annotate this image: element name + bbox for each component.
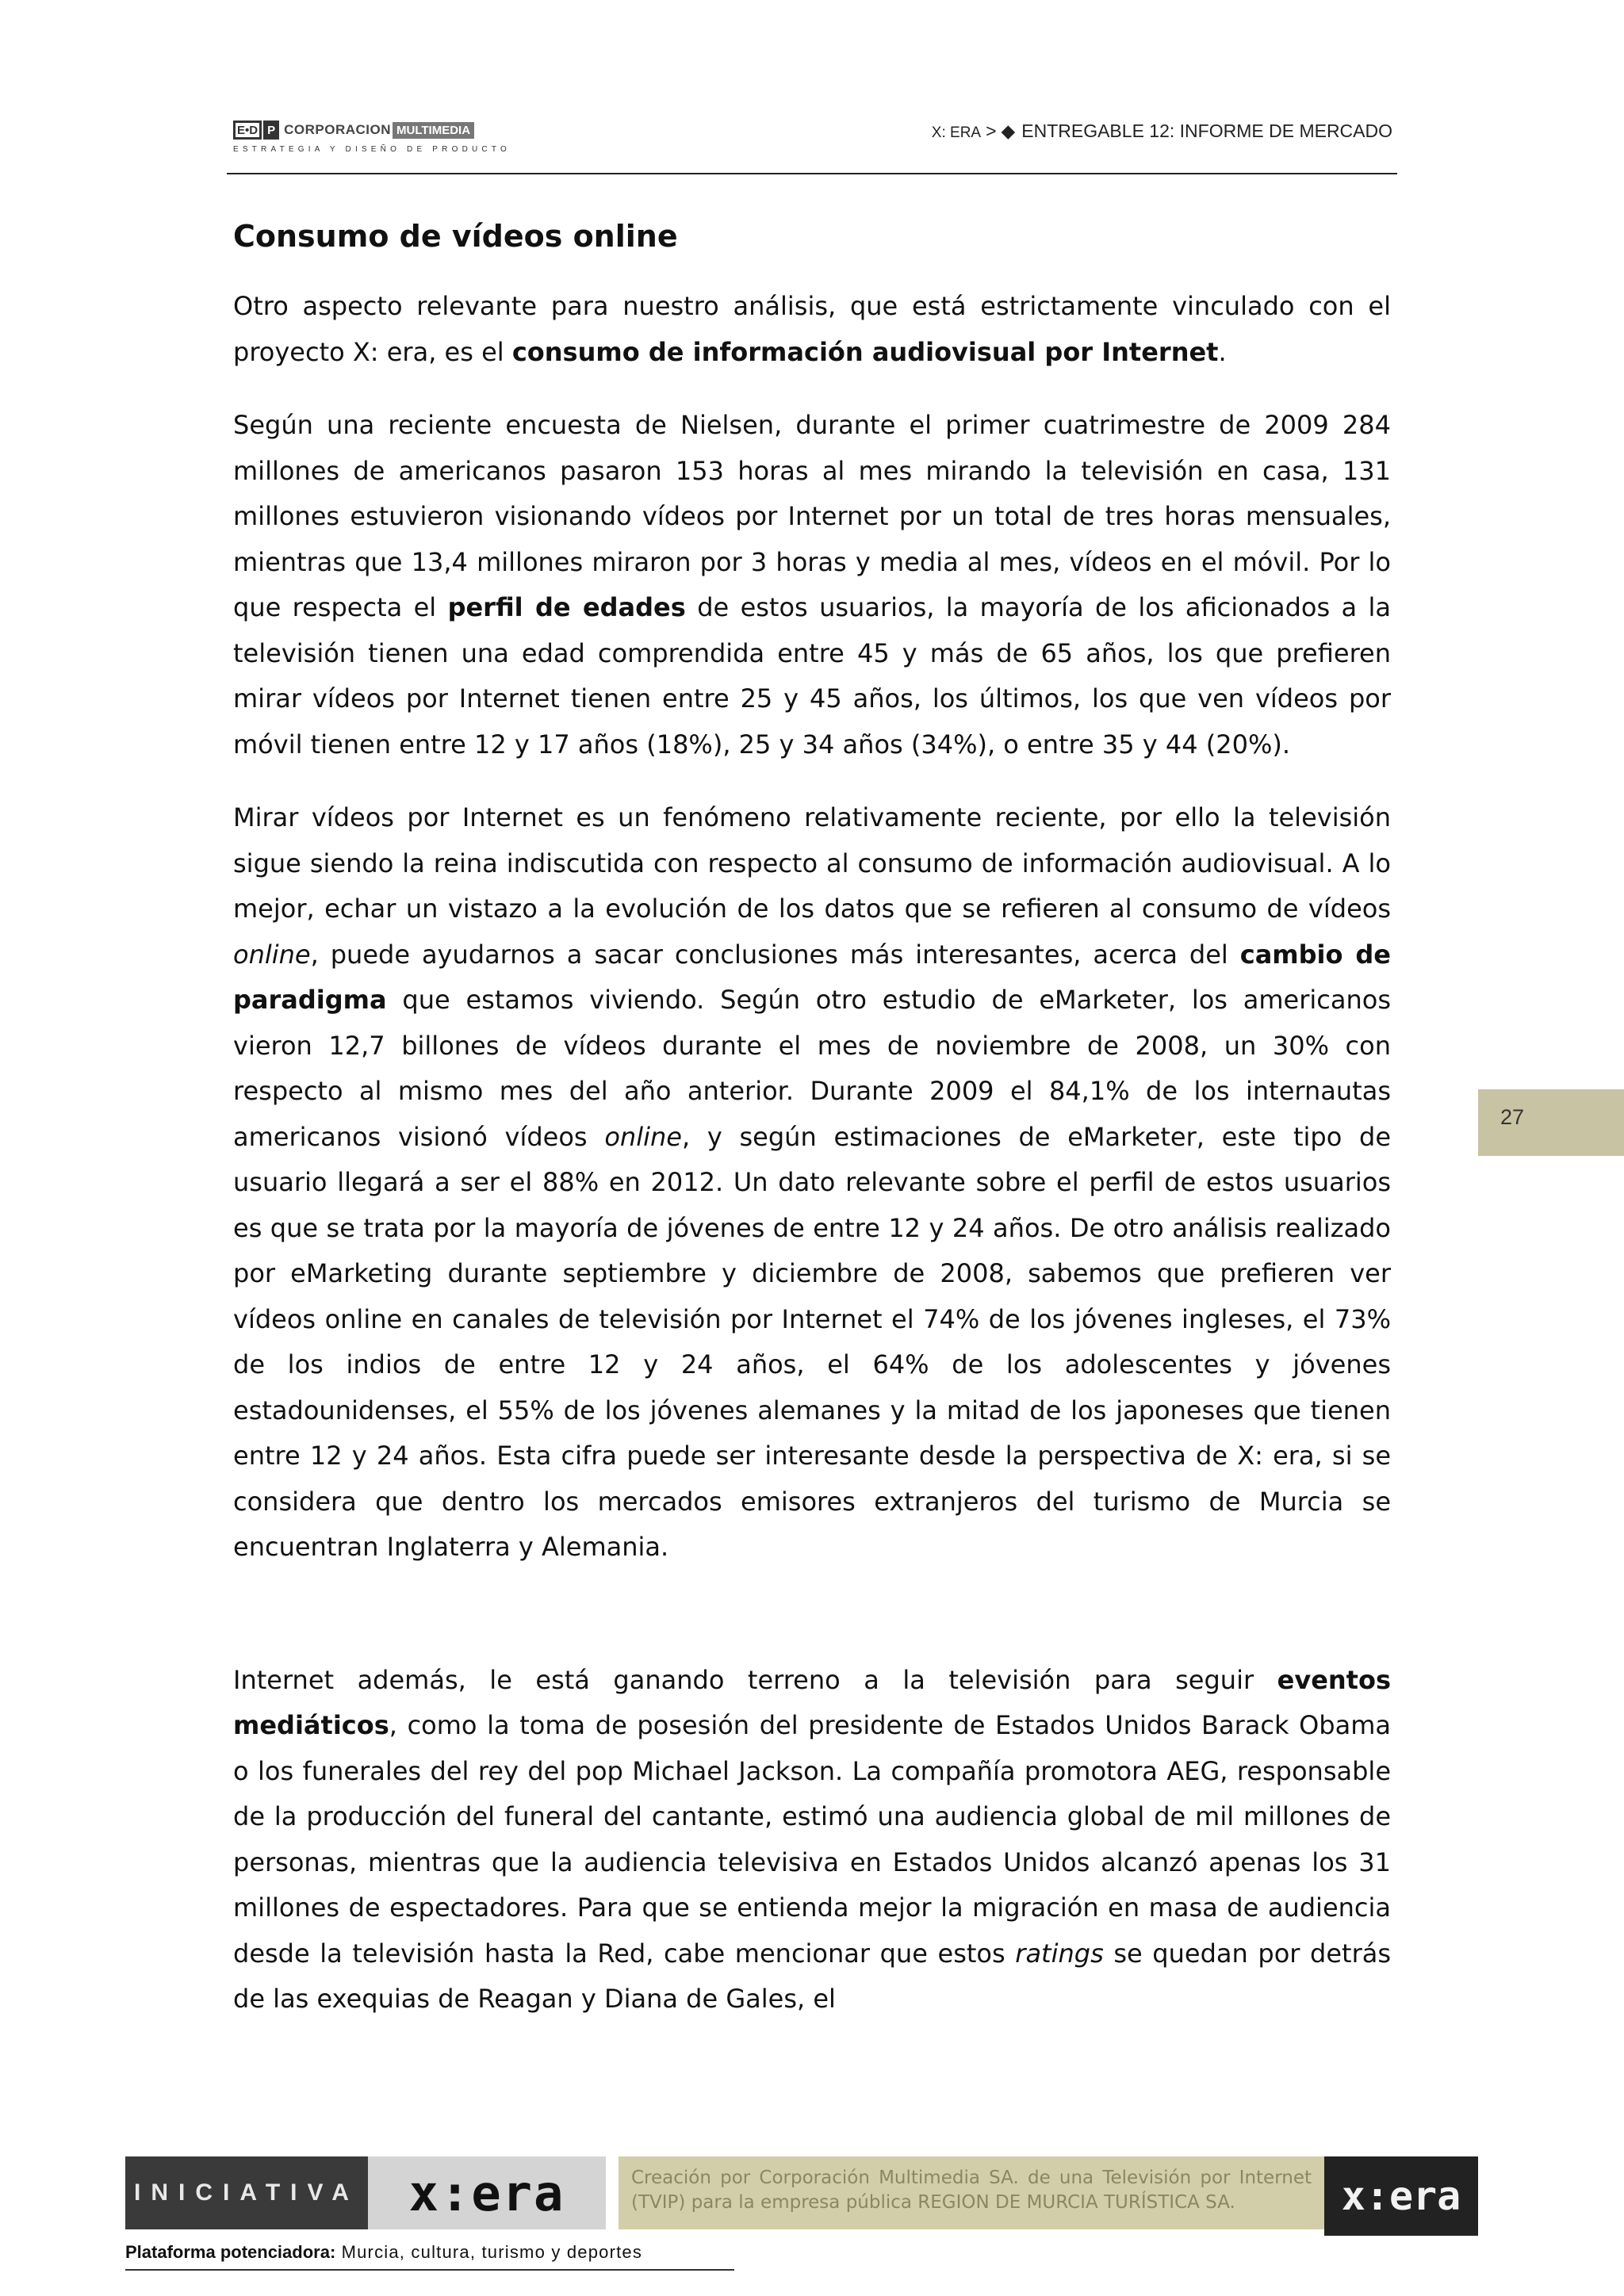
breadcrumb-separator: > xyxy=(986,121,997,141)
logo-multimedia-text: MULTIMEDIA xyxy=(393,122,474,139)
p1-text: Otro aspecto relevante para nuestro análisis, que está estrictamente vinculado con el proyecto X: era, es el xyxy=(233,291,1391,367)
p3-text-a: Mirar vídeos por Internet es un fenómeno relativamente reciente, por ello la televisión sigue siendo la reina indiscutida con respecto al consumo de información audiovisual. A lo mejor, echar un vistazo a la evolución de los datos que se refieren al consumo de vídeos xyxy=(233,802,1391,924)
paragraph-2 xyxy=(233,403,1391,767)
p3-italic-2: online xyxy=(604,1121,682,1152)
breadcrumb-title: ENTREGABLE 12: INFORME DE MERCADO xyxy=(1021,121,1392,141)
page-number: 27 xyxy=(1500,1105,1525,1129)
p2-text-a: Según una reciente encuesta de Nielsen, durante el primer cuatrimestre de 2009 284 millones de americanos pasaron 153 horas al mes mirando la televisión en casa, 131 millones estuvieron visionando vídeos por Internet por un total de tres horas mensuales, mientras que 13,4 millones miraron por 3 horas y media al mes, vídeos en el móvil. Por lo que respecta el xyxy=(233,410,1391,622)
header-divider xyxy=(227,173,1397,174)
footer-description: Creación por Corporación Multimedia SA. de una Televisión por Internet (TVIP) para la empresa pública REGION DE MURCIA TURÍSTICA SA. xyxy=(619,2156,1324,2229)
logo-box-ed: E•D xyxy=(233,121,262,140)
section-title: Consumo de vídeos online xyxy=(233,219,678,254)
p2-text-b: de estos usuarios, la mayoría de los aficionados a la televisión tienen una edad comprendida entre 45 y más de 65 años, los que prefieren mirar vídeos por Internet tienen entre 25 y 45 años, los últimos, los que ven vídeos por móvil tienen entre 12 y 17 años (18%), 25 y 34 años (34%), o entre 35 y 44 (20%). xyxy=(233,592,1392,760)
p3-text-c: que estamos viviendo. Según otro estudio de eMarketer, los americanos vieron 12,7 billones de vídeos durante el mes de noviembre de 2008, un 30% con respecto al mismo mes del año anterior. Durante 2009 el 84,1% de los internautas americanos visionó vídeos xyxy=(233,985,1391,1152)
p4-text-b: , como la toma de posesión del presidente de Estados Unidos Barack Obama o los funerales del rey del pop Michael Jackson. La compañía promotora AEG, responsable de la producción del funeral del cantante, estimó una audiencia global de mil millones de personas, mientras que la audiencia televisiva en Estados Unidos alcanzó apenas los 31 millones de espectadores. Para que se entienda mejor la migración en masa de audiencia desde la televisión hasta la Red, cabe mencionar que estos xyxy=(233,1710,1391,1969)
footer-tagline-underline xyxy=(125,2269,734,2271)
paragraph-4 xyxy=(233,1658,1391,2022)
p4-text-c: se quedan por detrás de las exequias de Reagan y Diana de Gales, el xyxy=(233,1938,1392,2014)
p4-text-a: Internet además, le está ganando terreno a la televisión para seguir xyxy=(233,1664,1277,1695)
corporacion-multimedia-logo xyxy=(233,119,511,157)
footer-iniciativa: INICIATIVA xyxy=(125,2156,368,2229)
paragraph-3 xyxy=(233,795,1391,1571)
p3-italic-1: online xyxy=(233,939,311,970)
footer-xera-logo: x:era xyxy=(368,2156,606,2229)
logo-tagline: ESTRATEGIA Y DISEÑO DE PRODUCTO xyxy=(233,145,511,154)
footer-tagline-bold: Plataforma potenciadora: xyxy=(125,2242,336,2262)
footer-banner xyxy=(125,2156,1478,2229)
footer-tagline xyxy=(125,2242,642,2263)
diamond-bullet-icon: ◆ xyxy=(1001,121,1016,141)
p3-bold: cambio de paradigma xyxy=(233,939,1392,1015)
p1-end: . xyxy=(1218,336,1227,367)
p1-bold: consumo de información audiovisual por Internet xyxy=(511,336,1219,367)
document-breadcrumb xyxy=(932,121,1392,142)
page-number-tab xyxy=(1478,1089,1624,1156)
document-body xyxy=(233,212,1391,2050)
p3-text-d: , y según estimaciones de eMarketer, este tipo de usuario llegará a ser el 88% en 2012. Un dato relevante sobre el perfil de estos usuarios es que se trata por la mayoría de jóvenes de entre 12 y 24 años. De otro análisis realizado por eMarketing durante septiembre y diciembre de 2008, sabemos que prefieren ver vídeos online en canales de televisión por Internet el 74% de los jóvenes ingleses, el 73% de los indios de entre 12 y 24 años, el 64% de los adolescentes y jóvenes estadounidenses, el 55% de los jóvenes alemanes y la mitad de los japoneses que tienen entre 12 y 24 años. Esta cifra puede ser interesante desde la perspectiva de X: era, si se considera que dentro los mercados emisores extranjeros del turismo de Murcia se encuentran Inglaterra y Alemania. xyxy=(233,1121,1392,1562)
breadcrumb-project: X: ERA xyxy=(931,124,982,141)
footer-tagline-rest: Murcia, cultura, turismo y deportes xyxy=(335,2242,643,2262)
p4-italic: ratings xyxy=(1015,1938,1104,1969)
logo-box-p: P xyxy=(263,121,279,140)
logo-corp-text: CORPORACION xyxy=(284,122,392,137)
paragraph-1 xyxy=(233,284,1391,375)
p3-text-b: , puede ayudarnos a sacar conclusiones más interesantes, acerca del xyxy=(310,939,1240,970)
footer-xera-logo-dark: x:era xyxy=(1324,2156,1478,2236)
p2-bold: perfil de edades xyxy=(447,592,686,622)
p4-bold: eventos mediáticos xyxy=(233,1664,1391,1740)
